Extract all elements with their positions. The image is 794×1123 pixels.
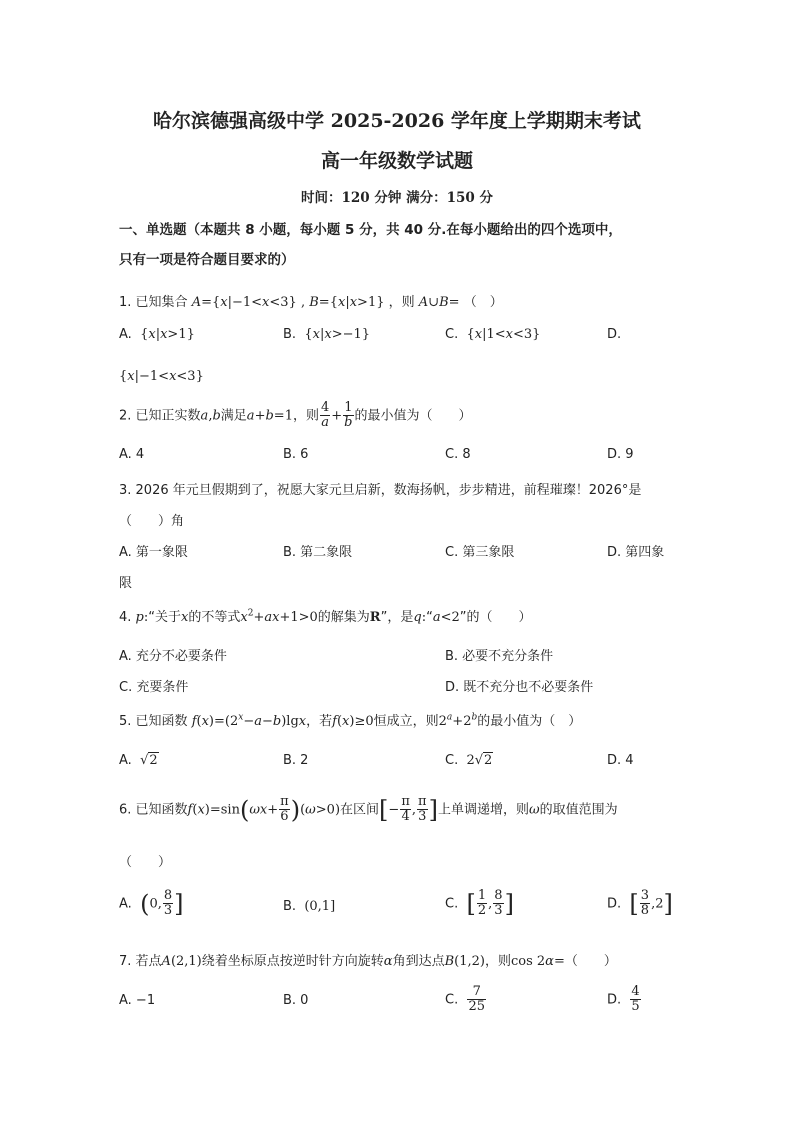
q6-prefix: 6. 已知函数 xyxy=(119,802,188,818)
q1-set-a: A xyxy=(191,295,202,310)
section-heading-line1: 一、单选题（本题共 8 小题，每小题 5 分，共 40 分.在每小题给出的四个选项中， xyxy=(119,222,622,238)
q7-option-d: D. $\frac{4}{5}$ xyxy=(607,984,640,1015)
q1-set-b: B xyxy=(309,295,319,310)
q6-option-d: D. [ $\frac{3}{8}$ ,2] xyxy=(607,888,673,919)
q4-mid: 的不等式 xyxy=(188,610,241,625)
q4-option-c: C. 充要条件 xyxy=(119,680,189,695)
q5-prefix: 5. 已知函数 xyxy=(119,714,188,729)
q4-is: ”，是 xyxy=(380,610,414,625)
q7-option-c: C. $\frac{7}{25}$ xyxy=(445,984,486,1015)
q6-option-b: B. (0,1] xyxy=(283,899,336,914)
q2-tail: 的最小值为（ ） xyxy=(354,408,472,424)
q6-tail: 上单调递增，则 xyxy=(437,802,529,818)
q7-mid2: 角到达点 xyxy=(392,954,445,969)
q2-prefix: 2. 已知正实数 xyxy=(119,408,201,424)
q5-hold: 恒成立，则 xyxy=(373,714,439,729)
q4-option-b: B. 必要不充分条件 xyxy=(445,649,554,664)
q1-option-b: B. {x|x>−1} xyxy=(283,327,371,342)
q4-q-text: “ xyxy=(426,610,433,625)
q4-option-d: D. 既不充分也不必要条件 xyxy=(445,680,594,695)
exam-title: 哈尔滨德强高级中学 2025-2026 学年度上学期期末考试 xyxy=(153,110,641,132)
question-5: 5. 已知函数 $f(x)=(2^x-a-b)\lg x$，若f(x)≥0恒成立，则$2^a+2^b$的最小值为（ ） xyxy=(119,712,582,729)
q1-option-c: C. {x|1<x<3} xyxy=(445,327,541,342)
q3-option-a: A. 第一象限 xyxy=(119,545,188,560)
q7-option-b: B. 0 xyxy=(283,993,309,1008)
q6-line2: （ ） xyxy=(119,855,172,870)
q2-cond: 满足 xyxy=(220,408,247,424)
q5-tail: 的最小值为（ ） xyxy=(477,714,582,729)
q5-option-d: D. 4 xyxy=(607,753,634,768)
q4-prefix: 4. xyxy=(119,610,132,625)
q1-option-a: A. {x|x>1} xyxy=(119,327,195,342)
q6-tail2: 的取值范围为 xyxy=(539,802,618,818)
q2-option-c: C. 8 xyxy=(445,447,471,462)
q7-mid: 绕着坐标原点按逆时针方向旋转 xyxy=(201,954,384,969)
q2-option-b: B. 6 xyxy=(283,447,309,462)
q7-option-a: A. −1 xyxy=(119,993,156,1008)
q4-p-text: “关于 xyxy=(148,610,182,625)
q3-option-b: B. 第二象限 xyxy=(283,545,353,560)
q5-option-c: C. 2√2 xyxy=(445,753,493,768)
q4-option-a: A. 充分不必要条件 xyxy=(119,649,227,664)
q3-option-d: D. 第四象 xyxy=(607,545,665,560)
q6-option-c: C. [ $\frac{1}{2}$ , $\frac{8}{3}$ ] xyxy=(445,888,514,919)
q5-option-a: A. √2 xyxy=(119,753,158,768)
q7-prefix: 7. 若点 xyxy=(119,954,162,969)
exam-subtitle: 高一年级数学试题 xyxy=(320,150,473,172)
q7-then: ，则 xyxy=(484,954,511,969)
question-6: 6. 已知函数f(x)=sin(ωx+ $\frac{\pi}{6}$ )(ω>0)在区间[− $\frac{\pi}{4}$ , $\frac{\pi}{3}$ ]上单调递增，则ω的取值范围为 xyxy=(119,794,618,825)
exam-time-info: 时间：120 分钟 满分：150 分 xyxy=(301,190,493,206)
q4-mid2: 的解集为 xyxy=(317,610,370,625)
question-1: 1. 已知集合 A={x|−1<x<3} , B={x|x>1} ，则 A∪B= （ ） xyxy=(119,295,503,310)
q1-option-d: D. xyxy=(607,327,622,342)
question-4: 4. p:“关于x的不等式$x^2+ax+1>0$的解集为R”，是q:“a<2”的（ ） xyxy=(119,608,532,625)
q1-mid: ，则 xyxy=(388,295,415,310)
q2-then: ，则 xyxy=(292,408,319,424)
q3-option-c: C. 第三象限 xyxy=(445,545,515,560)
q1-option-d-content: {x|−1<x<3} xyxy=(119,369,204,384)
section-heading-line2: 只有一项是符合题目要求的） xyxy=(119,252,295,268)
q3-line2: （ ）角 xyxy=(119,514,185,529)
q2-option-d: D. 9 xyxy=(607,447,634,462)
q1-prefix: 1. 已知集合 xyxy=(119,295,188,310)
question-2: 2. 已知正实数a,b满足a+b=1，则 $\frac{4}{a}$ + $\frac{1}{b}$ 的最小值为（ ） xyxy=(119,400,472,431)
q6-option-a: A. (0, $\frac{8}{3}$ ] xyxy=(119,888,184,919)
q5-option-b: B. 2 xyxy=(283,753,309,768)
q3-line1: 3. 2026 年元旦假期到了，祝愿大家元旦启新，数海扬帆，步步精进，前程璀璨！2026°是 xyxy=(119,483,642,498)
q4-tail: ”的（ ） xyxy=(459,610,532,625)
question-7: 7. 若点A(2,1)绕着坐标原点按逆时针方向旋转α角到达点B(1,2)，则cos 2α=（ ） xyxy=(119,954,617,969)
q2-option-a: A. 4 xyxy=(119,447,145,462)
q1-tail: （ ） xyxy=(463,295,503,310)
q7-tail: （ ） xyxy=(564,954,617,969)
q3-option-d-cont: 限 xyxy=(119,576,133,591)
q6-in: 在区间 xyxy=(340,802,380,818)
q5-if: ，若 xyxy=(306,714,333,729)
